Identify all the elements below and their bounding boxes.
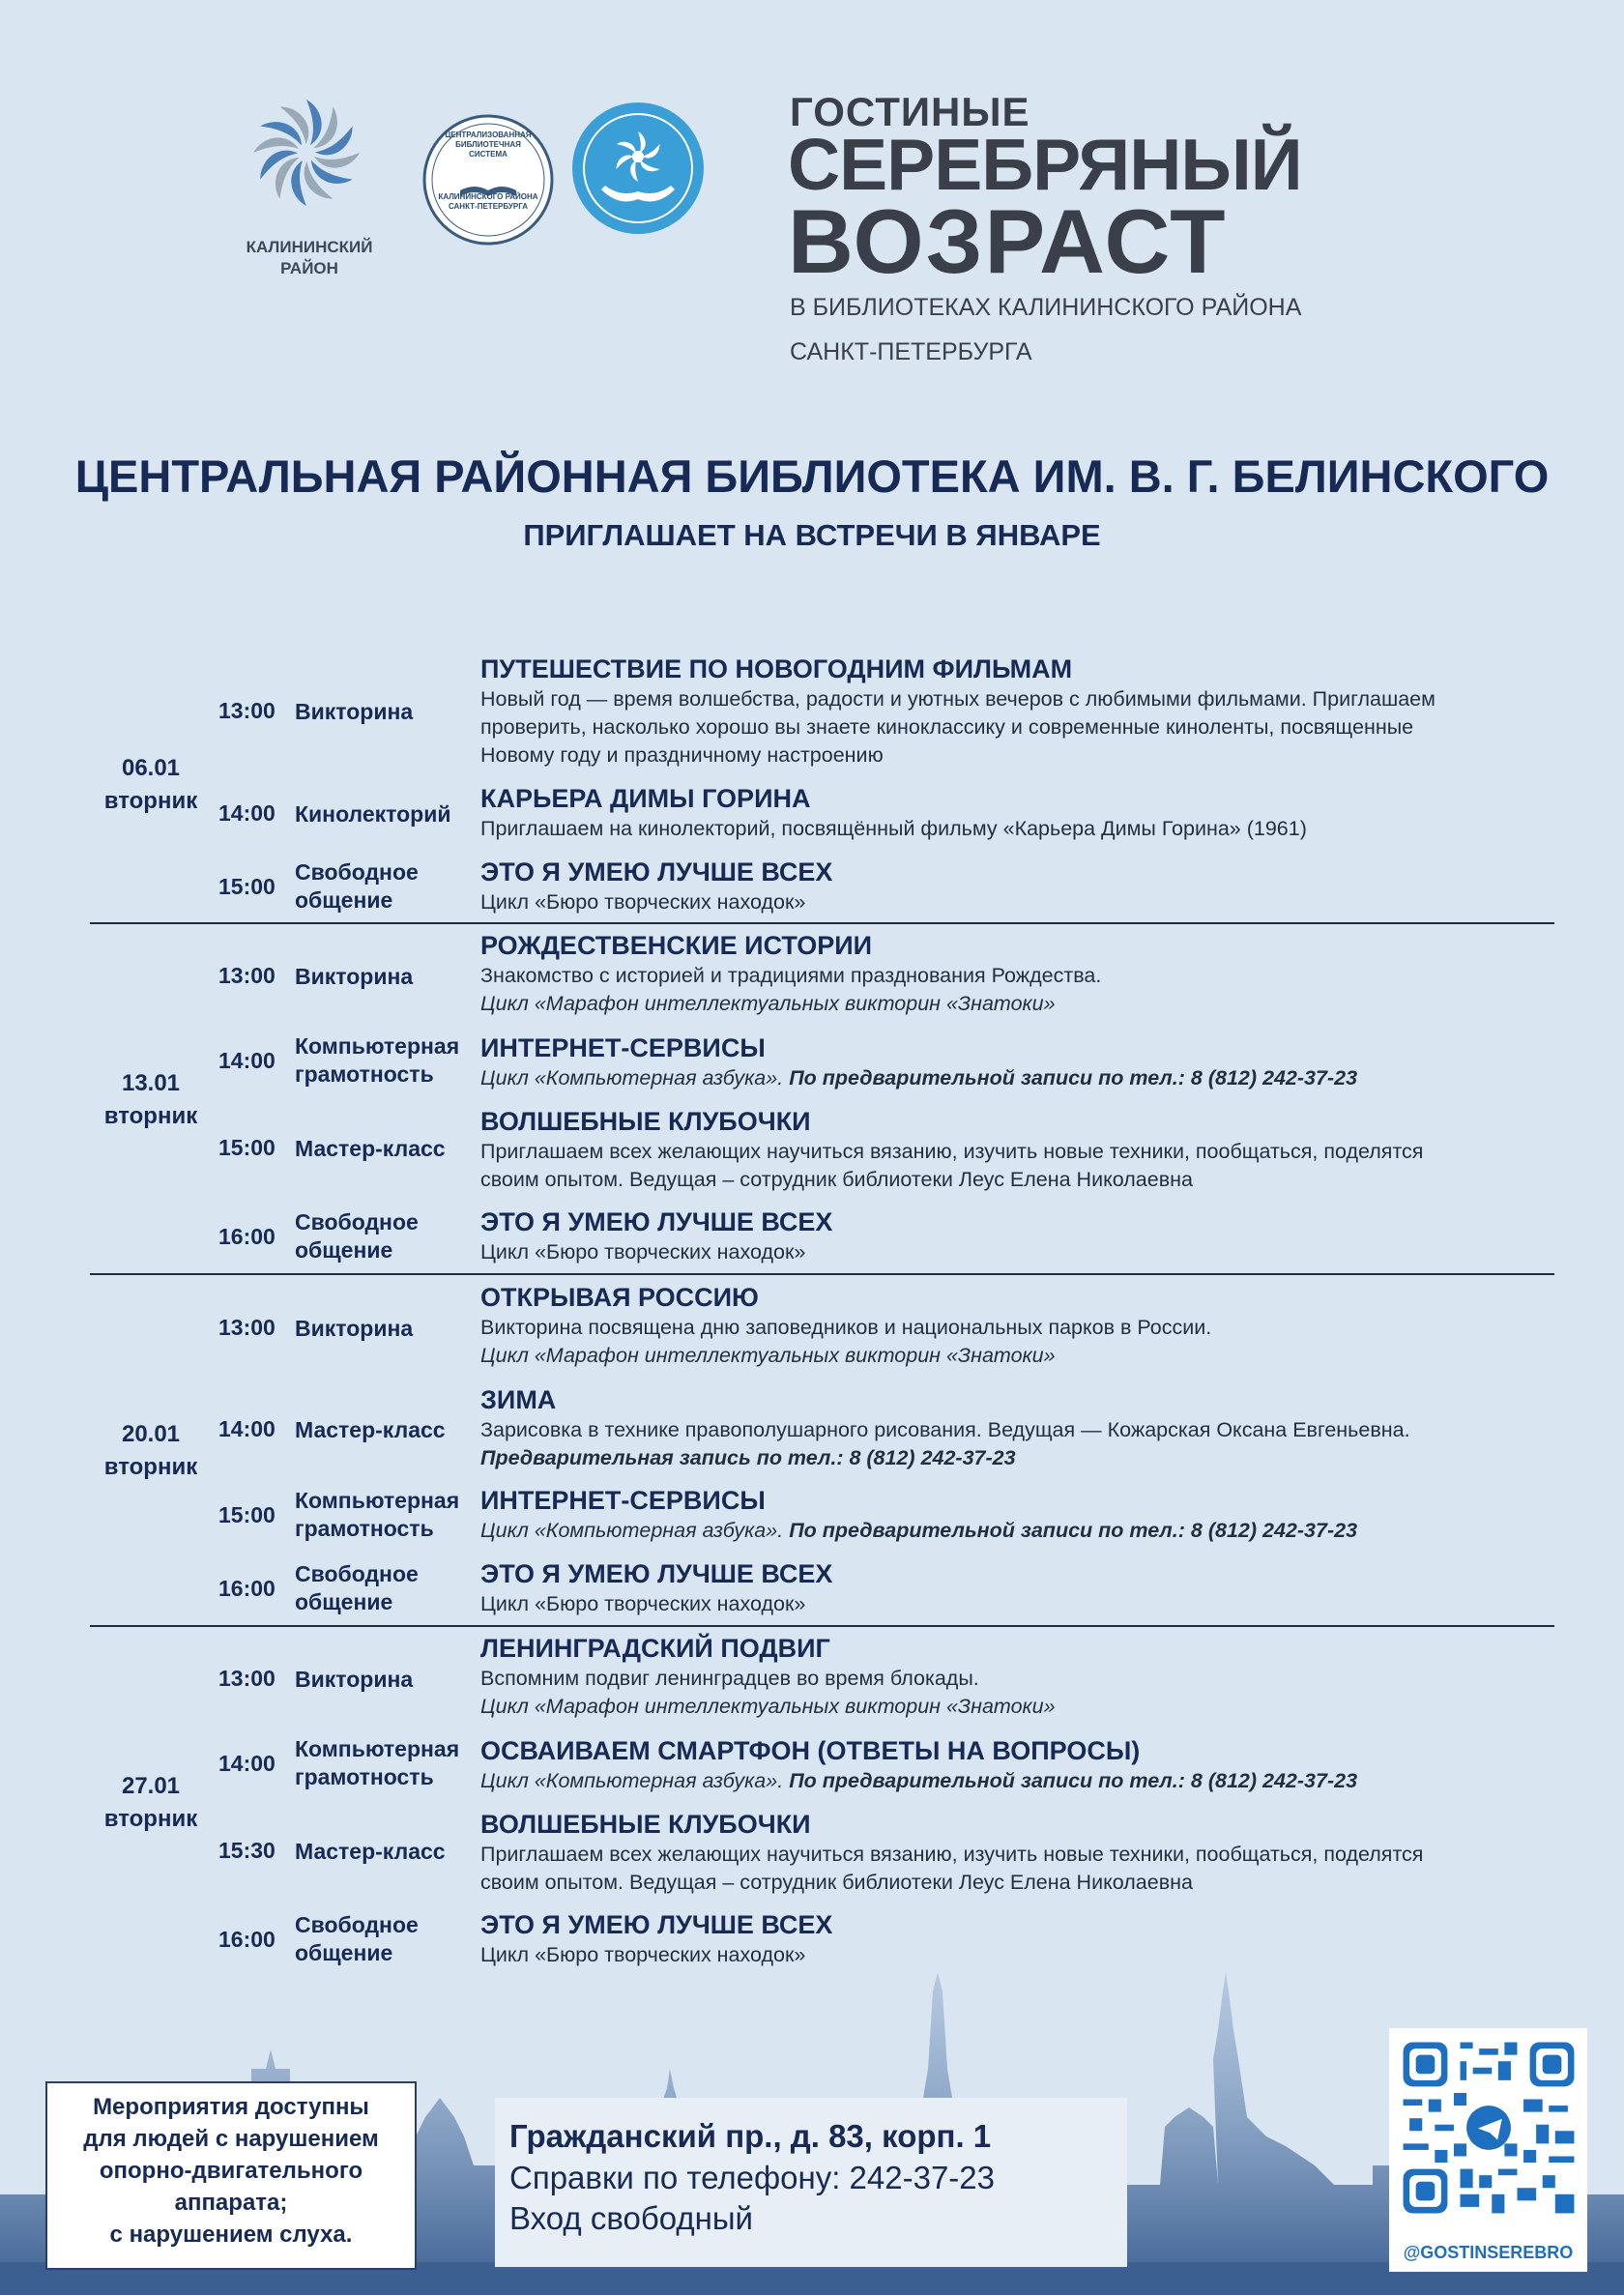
event-block (480, 1282, 1573, 1370)
event-type-line: общение (295, 1589, 393, 1614)
weekday-value: вторник (103, 788, 198, 814)
event-title: ИНТЕРНЕТ-СЕРВИСЫ (480, 1033, 766, 1062)
logo-text-line: КАЛИНИНСКИЙ (246, 238, 373, 256)
event-title: ОТКРЫВАЯ РОССИЮ (480, 1283, 759, 1312)
event-desc-line (480, 1767, 1573, 1795)
event-time: 16:00 (218, 1224, 276, 1249)
event-type (295, 698, 474, 726)
event-time: 15:00 (218, 1502, 276, 1527)
event-type-line: Компьютерная (295, 1736, 460, 1761)
event-title: ЭТО Я УМЕЮ ЛУЧШЕ ВСЕХ (480, 1910, 833, 1939)
event-title: ЛЕНИНГРАДСКИЙ ПОДВИГ (480, 1634, 830, 1663)
event-desc: Цикл «Компьютерная азбука». (480, 1519, 784, 1542)
event-type-line: Компьютерная (295, 1033, 460, 1059)
address: Гражданский пр., д. 83, корп. 1 (509, 2118, 992, 2154)
event-time: 13:00 (218, 963, 276, 988)
event-type-line: Викторина (295, 1316, 414, 1341)
event-desc: Цикл «Бюро творческих находок» (480, 1592, 806, 1615)
brand-line-5: САНКТ-ПЕТЕРБУРГА (790, 338, 1032, 365)
day-divider (90, 1625, 1554, 1627)
day-date (92, 1418, 210, 1484)
event-time: 15:00 (218, 874, 276, 899)
event-desc: Приглашаем всех желающих научиться вязанию, изучить новые техники, пообщаться, поделятся (480, 1140, 1424, 1163)
event-desc-line (480, 1517, 1573, 1545)
entry-info: Вход свободный (509, 2200, 753, 2236)
event-type-line: Викторина (295, 964, 414, 989)
brand-line-1: ГОСТИНЫЕ (790, 89, 1030, 134)
day-date (92, 752, 210, 818)
event-type-line: Мастер-класс (295, 1839, 446, 1864)
library-system-logo-text (421, 113, 555, 247)
event-block (480, 654, 1573, 770)
event-type-line: общение (295, 1940, 393, 1965)
event-block (480, 1485, 1573, 1545)
event-desc: Приглашаем всех желающих научиться вязанию, изучить новые техники, пообщаться, поделятся (480, 1843, 1424, 1866)
event-desc: Цикл «Марафон интеллектуальных викторин «Знатоки» (480, 1695, 1056, 1718)
day-date (92, 1067, 210, 1133)
logo-text-line: РАЙОН (280, 259, 338, 277)
date-value: 13.01 (121, 1070, 181, 1096)
access-line: с нарушением слуха. (109, 2222, 353, 2248)
social-center-logo (570, 101, 706, 236)
event-type-line: Мастер-класс (295, 1417, 446, 1442)
event-desc: Цикл «Бюро творческих находок» (480, 1943, 806, 1966)
event-block (480, 857, 1573, 916)
event-type-line: Викторина (295, 699, 414, 724)
access-line: опорно-двигательного (99, 2158, 363, 2184)
event-title: ОСВАИВАЕМ СМАРТФОН (ОТВЕТЫ НА ВОПРОСЫ) (480, 1736, 1141, 1765)
event-registration: По предварительной записи по тел.: 8 (812) 242-37-23 (789, 1066, 1358, 1089)
event-registration: По предварительной записи по тел.: 8 (812) 242-37-23 (789, 1519, 1358, 1542)
event-type-line: Компьютерная (295, 1488, 460, 1513)
weekday-value: вторник (103, 1806, 198, 1832)
event-title: ЗИМА (480, 1385, 557, 1414)
event-desc: своим опытом. Ведущая – сотрудник библиотеки Леус Елена Николаевна (480, 1168, 1193, 1191)
kalininsky-district-logo (253, 95, 360, 211)
event-block (480, 1206, 1573, 1266)
event-time: 16:00 (218, 1576, 276, 1601)
telegram-handle[interactable]: @GOSTINSEREBRO (1403, 2243, 1574, 2262)
event-time: 13:00 (218, 1666, 276, 1691)
page-subtitle: ПРИГЛАШАЕТ НА ВСТРЕЧИ В ЯНВАРЕ (523, 518, 1101, 552)
event-desc: Знакомство с историей и традициями празднования Рождества. (480, 964, 1102, 987)
event-title: КАРЬЕРА ДИМЫ ГОРИНА (480, 784, 811, 813)
event-title: ПУТЕШЕСТВИЕ ПО НОВОГОДНИМ ФИЛЬМАМ (480, 654, 1073, 683)
event-block (480, 1633, 1573, 1721)
event-title: ВОЛШЕБНЫЕ КЛУБОЧКИ (480, 1810, 811, 1839)
event-type-line: общение (295, 887, 393, 913)
event-time: 14:00 (218, 1048, 276, 1073)
phone-info: Справки по телефону: 242-37-23 (509, 2160, 995, 2195)
event-type (295, 858, 474, 915)
brand-line-2: СЕРЕБРЯНЫЙ (788, 124, 1302, 205)
event-type-line: Свободное (295, 859, 419, 885)
event-type-line: Свободное (295, 1912, 419, 1937)
event-desc: Цикл «Бюро творческих находок» (480, 1240, 806, 1264)
event-title: ЭТО Я УМЕЮ ЛУЧШЕ ВСЕХ (480, 1207, 833, 1236)
event-desc: Цикл «Марафон интеллектуальных викторин «Знатоки» (480, 1344, 1056, 1367)
event-time: 15:30 (218, 1838, 276, 1863)
event-type-line: Мастер-класс (295, 1136, 446, 1161)
logo-text-line: СИСТЕМА (469, 150, 508, 159)
accessibility-notice (45, 2081, 417, 2270)
event-registration: По предварительной записи по тел.: 8 (812) 242-37-23 (789, 1769, 1358, 1792)
event-type-line: грамотность (295, 1061, 434, 1087)
address-box (495, 2098, 1127, 2267)
day-date (92, 1770, 210, 1836)
event-type (295, 1315, 474, 1343)
date-value: 20.01 (121, 1421, 181, 1447)
day-divider (90, 1273, 1554, 1275)
event-time: 14:00 (218, 800, 276, 826)
kalininsky-district-logo-text (232, 237, 387, 279)
event-type (295, 1135, 474, 1163)
event-desc-line (480, 1064, 1573, 1092)
event-desc: проверить, насколько хорошо вы знаете киноклассику и современные киноленты, посвященные (480, 715, 1414, 739)
event-desc: Новому году и праздничному настроению (480, 743, 884, 767)
event-block (480, 1735, 1573, 1795)
event-title: ЭТО Я УМЕЮ ЛУЧШЕ ВСЕХ (480, 1559, 833, 1588)
event-type-line: Викторина (295, 1667, 414, 1692)
access-line: аппарата; (174, 2190, 288, 2216)
event-desc: Приглашаем на кинолекторий, посвящённый фильму «Карьера Димы Горина» (1961) (480, 817, 1307, 840)
event-desc: Цикл «Марафон интеллектуальных викторин «Знатоки» (480, 992, 1056, 1015)
event-time: 13:00 (218, 698, 276, 723)
event-type (295, 1911, 474, 1967)
event-title: ВОЛШЕБНЫЕ КЛУБОЧКИ (480, 1107, 811, 1136)
event-type (295, 1735, 474, 1791)
event-desc: Цикл «Компьютерная азбука». (480, 1066, 784, 1089)
event-time: 16:00 (218, 1927, 276, 1952)
event-type (295, 1032, 474, 1089)
event-type (295, 800, 474, 828)
event-block (480, 1106, 1573, 1194)
weekday-value: вторник (103, 1103, 198, 1129)
brand-line-4: В БИБЛИОТЕКАХ КАЛИНИНСКОГО РАЙОНА (790, 294, 1302, 321)
event-desc: Цикл «Бюро творческих находок» (480, 890, 806, 914)
event-block (480, 783, 1573, 843)
access-line: Мероприятия доступны (93, 2094, 369, 2120)
event-desc: Вспомним подвиг ленинградцев во время блокады. (480, 1667, 979, 1690)
logo-text-line: ЦЕНТРАЛИЗОВАННАЯ (445, 131, 532, 139)
event-desc: своим опытом. Ведущая – сотрудник библиотеки Леус Елена Николаевна (480, 1871, 1193, 1894)
event-type-line: грамотность (295, 1764, 434, 1789)
day-divider (90, 922, 1554, 924)
event-type (295, 1560, 474, 1616)
event-desc: Новый год — время волшебства, радости и уютных вечеров с любимыми фильмами. Приглашаем (480, 687, 1436, 711)
event-block (480, 1558, 1573, 1618)
event-type (295, 963, 474, 991)
event-type-line: Кинолекторий (295, 801, 451, 827)
brand-line-3: ВОЗРАСТ (788, 190, 1228, 292)
event-type-line: грамотность (295, 1516, 434, 1541)
event-type-line: Свободное (295, 1209, 419, 1235)
weekday-value: вторник (103, 1454, 198, 1480)
event-type (295, 1666, 474, 1694)
event-title: РОЖДЕСТВЕНСКИЕ ИСТОРИИ (480, 931, 873, 960)
event-type (295, 1838, 474, 1866)
event-type-line: общение (295, 1237, 393, 1263)
event-title: ЭТО Я УМЕЮ ЛУЧШЕ ВСЕХ (480, 857, 833, 886)
event-desc: Викторина посвящена дню заповедников и национальных парков в России. (480, 1316, 1212, 1339)
event-type (295, 1487, 474, 1543)
event-type (295, 1208, 474, 1264)
event-block (480, 1032, 1573, 1092)
event-desc: Цикл «Компьютерная азбука». (480, 1769, 784, 1792)
event-block (480, 1384, 1573, 1472)
event-desc: Зарисовка в технике правополушарного рисования. Ведущая — Кожарская Оксана Евгеньевна. (480, 1418, 1410, 1441)
logo-text-line: САНКТ-ПЕТЕРБУРГА (448, 202, 529, 211)
access-line: для людей с нарушением (83, 2126, 379, 2152)
event-type (295, 1416, 474, 1444)
event-time: 15:00 (218, 1135, 276, 1160)
event-title: ИНТЕРНЕТ-СЕРВИСЫ (480, 1486, 766, 1515)
event-time: 13:00 (218, 1315, 276, 1340)
logo-text-line: БИБЛИОТЕЧНАЯ (455, 140, 521, 149)
logo-text-line: КАЛИНИНСКОГО РАЙОНА (438, 192, 538, 201)
date-value: 27.01 (121, 1773, 181, 1799)
event-time: 14:00 (218, 1751, 276, 1776)
date-value: 06.01 (121, 755, 181, 781)
event-block (480, 1909, 1573, 1969)
event-block (480, 1809, 1573, 1897)
event-type-line: Свободное (295, 1561, 419, 1586)
event-time: 14:00 (218, 1416, 276, 1441)
event-block (480, 930, 1573, 1018)
event-registration: Предварительная запись по тел.: 8 (812) 242-37-23 (480, 1446, 1016, 1469)
qr-code[interactable] (1397, 2036, 1580, 2220)
page-title: ЦЕНТРАЛЬНАЯ РАЙОННАЯ БИБЛИОТЕКА ИМ. В. Г. БЕЛИНСКОГО (74, 450, 1550, 502)
